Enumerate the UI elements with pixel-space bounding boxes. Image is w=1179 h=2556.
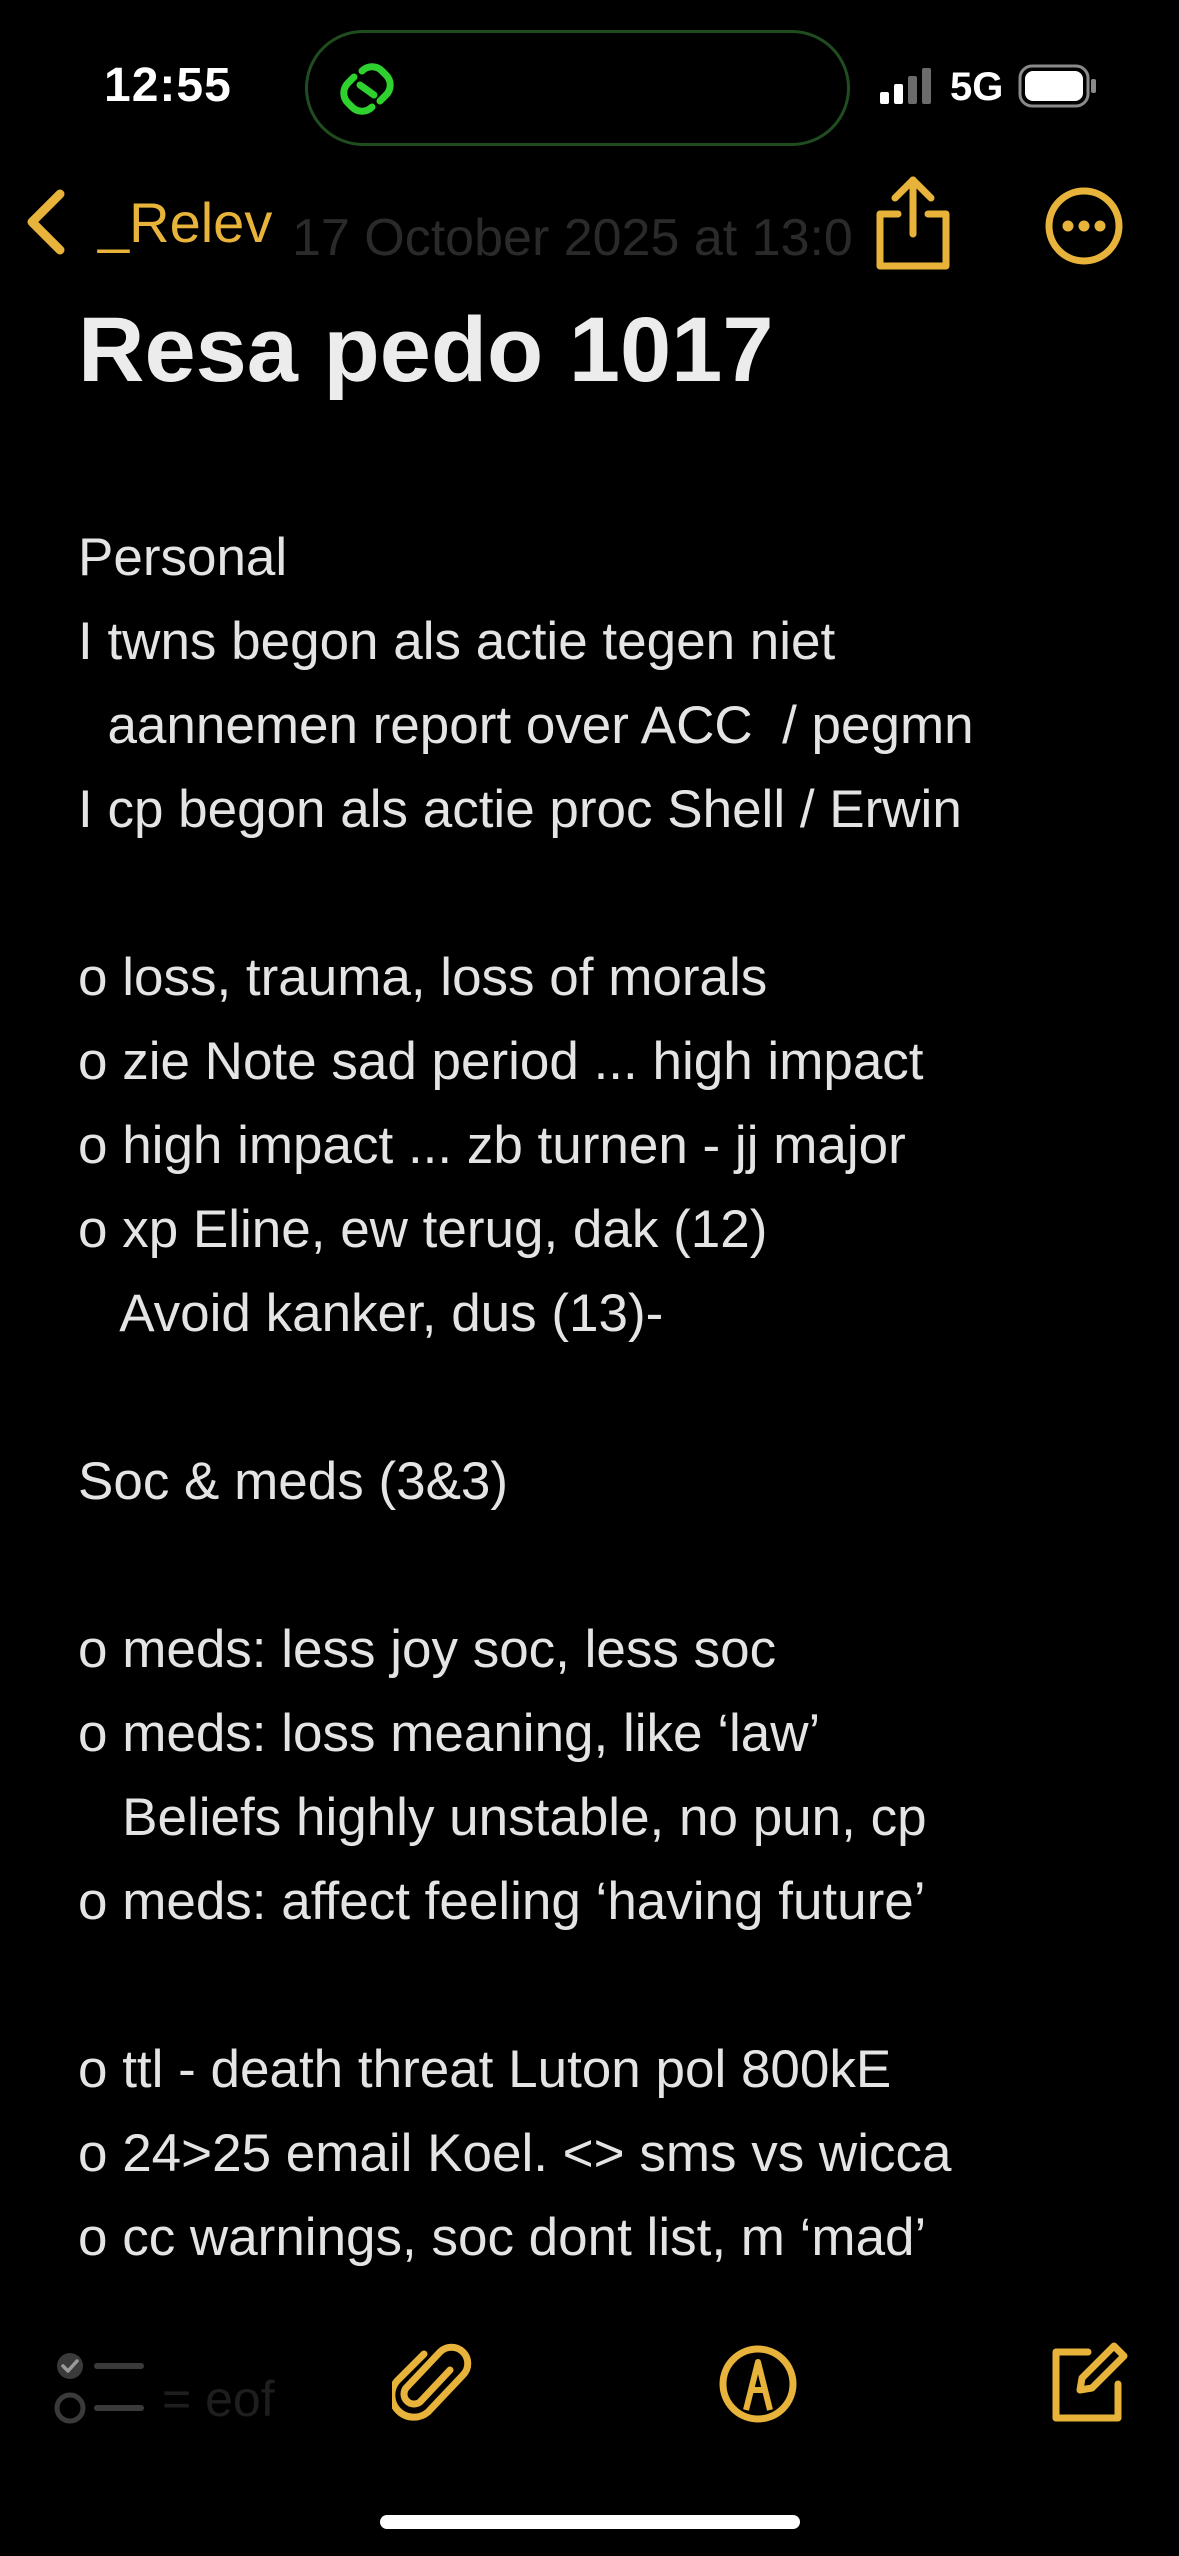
note-line: o 24>25 email Koel. <> sms vs wicca [78,2124,952,2183]
note-line: o meds: loss meaning, like ‘law’ [78,1704,821,1763]
home-indicator[interactable] [380,2515,800,2529]
note-line: Avoid kanker, dus (13)- [78,1284,664,1343]
back-button[interactable] [22,182,272,262]
battery-icon [1018,64,1098,108]
compose-icon[interactable] [1044,2340,1128,2424]
note-line: o cc warnings, soc dont list, m ‘mad’ [78,2208,927,2267]
note-line: Beliefs highly unstable, no pun, cp [78,1788,927,1847]
share-icon[interactable] [870,172,956,272]
ghost-text: = eof [162,2371,275,2427]
note-line: o meds: affect feeling ‘having future’ [78,1872,926,1931]
note-line [78,852,1158,936]
note-line: Soc & meds (3&3) [78,1452,509,1511]
note-line [78,1944,1158,2028]
checklist-icon[interactable] [52,2348,148,2428]
note-body[interactable] [78,516,1158,2280]
note-line: I cp begon als actie proc Shell / Erwin [78,780,962,839]
note-line: o ttl - death threat Luton pol 800kE [78,2040,892,2099]
status-bar [0,0,1179,170]
note-line: Personal [78,528,288,587]
note-title[interactable]: Resa pedo 1017 [78,299,774,401]
back-label: _Relev [98,190,273,254]
markup-pen-icon[interactable] [718,2344,798,2424]
note-line: o meds: less joy soc, less soc [78,1620,777,1679]
note-line: I twns begon als actie tegen niet [78,612,836,671]
ellipsis-circle-icon[interactable] [1044,186,1124,266]
network-label: 5G [950,65,1004,109]
note-line: o loss, trauma, loss of morals [78,948,768,1007]
paperclip-icon[interactable] [392,2340,472,2432]
note-line [78,1524,1158,1608]
note-line: o xp Eline, ew terug, dak (12) [78,1200,768,1259]
chevron-left-icon [22,186,70,258]
dynamic-island[interactable] [305,30,850,146]
link-chain-icon [332,57,402,121]
note-line: o high impact ... zb turnen - jj major [78,1116,906,1175]
note-line: aannemen report over ACC / pegmn [78,696,974,755]
note-date: 17 October 2025 at 13:0 [292,209,853,267]
cellular-signal-icon [880,68,932,104]
status-time: 12:55 [104,59,232,112]
note-line: o zie Note sad period ... high impact [78,1032,924,1091]
note-line [78,1356,1158,1440]
